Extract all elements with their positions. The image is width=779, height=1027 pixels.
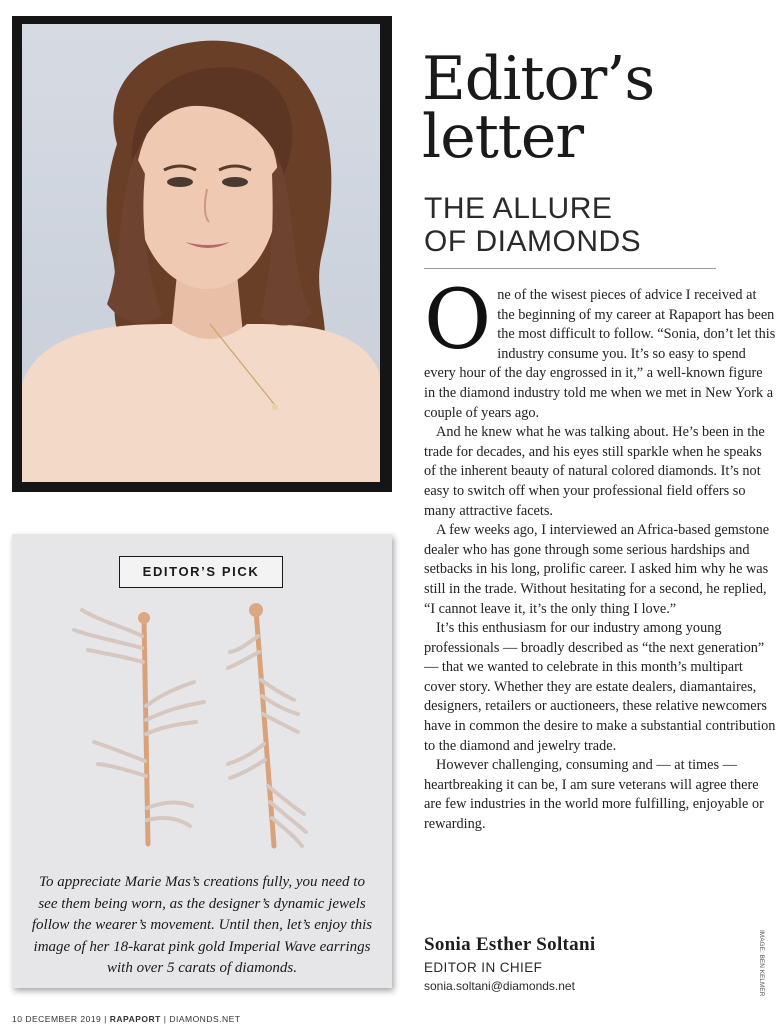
title-line-2: letter: [422, 102, 584, 172]
paragraph-2: And he knew what he was talking about. He’s been in the trade for decades, and his eyes still sparkle when he speaks of the inherent beauty of natural colored diamonds. It’s not easy to switch off when your professional field offers so many attractive facets.: [424, 424, 765, 519]
paragraph-4: It’s this enthusiasm for our industry among young professionals — broadly described as “the next generation” — that we wanted to celebrate in this month’s multipart cover story. Whether they are estate dealers, diamantaires, designers, retailers or auctioneers, these relative newcomers have in common the desire to make a substantial contribution to the diamond and jewelry trade.: [424, 620, 776, 754]
paragraph-5: However challenging, consuming and — at times — heartbreaking it can be, I am sure veterans will agree there are few industries in the world more fulfilling, enjoyable or rewarding.: [424, 757, 764, 833]
page-number: 10: [12, 1014, 23, 1024]
portrait-illustration: [22, 24, 380, 482]
page-subtitle: [424, 192, 724, 258]
editors-pick-badge: EDITOR’S PICK: [119, 556, 283, 588]
portrait-photo-frame: [12, 16, 392, 492]
image-credit: IMAGE: BEN KELMER: [758, 930, 765, 997]
earrings-image: [52, 596, 352, 866]
editors-pick-panel: [12, 534, 392, 988]
footer-separator: |: [163, 1014, 167, 1024]
subtitle-line-1: THE ALLURE: [424, 192, 613, 225]
paragraph-3: A few weeks ago, I interviewed an Africa-based gemstone dealer who has gone through some serious hardships and setbacks in his long, prolific career. I asked him why he was still in the trade. Without hesitating for a second, he replied, “I cannot leave it, it’s the only thing I love.”: [424, 522, 770, 617]
page-footer: [12, 1014, 240, 1024]
footer-separator: |: [104, 1014, 107, 1024]
page-title: [422, 44, 762, 172]
author-name: Sonia Esther Soltani: [424, 934, 596, 955]
subtitle-line-2: OF DIAMONDS: [424, 225, 642, 258]
paragraph-1: [424, 273, 776, 423]
left-earring: [74, 610, 204, 844]
paragraph-1-text: ne of the wisest pieces of advice I received at the beginning of my career at Rapaport has been the most difficult to follow. “Sonia, don’t let this industry consume you. It’s so easy to spend every hour of the day engrossed in it,” a well-known figure in the diamond industry told me when we met in New York a couple of years ago.: [424, 287, 776, 421]
header-divider: [424, 268, 716, 269]
portrait-photo: [22, 24, 380, 482]
footer-site-link[interactable]: DIAMONDS.NET: [169, 1014, 241, 1024]
author-role: EDITOR IN CHIEF: [424, 960, 543, 975]
article-body: [424, 273, 776, 835]
right-earring: [228, 603, 306, 846]
issue-date: DECEMBER 2019: [25, 1014, 102, 1024]
drop-cap: O: [424, 273, 492, 368]
editors-pick-caption: To appreciate Marie Mas’s creations fully, you need to see them being worn, as the designer’s dynamic jewels follow the wearer’s movement. Until then, let’s enjoy this image of her 18-karat pink gold Imperial Wave earrings with over 5 carats of diamonds.: [31, 874, 373, 976]
author-email-link[interactable]: sonia.soltani@diamonds.net: [424, 979, 575, 993]
footer-brand: RAPAPORT: [109, 1014, 161, 1024]
title-line-1: Editor’s: [422, 44, 655, 114]
